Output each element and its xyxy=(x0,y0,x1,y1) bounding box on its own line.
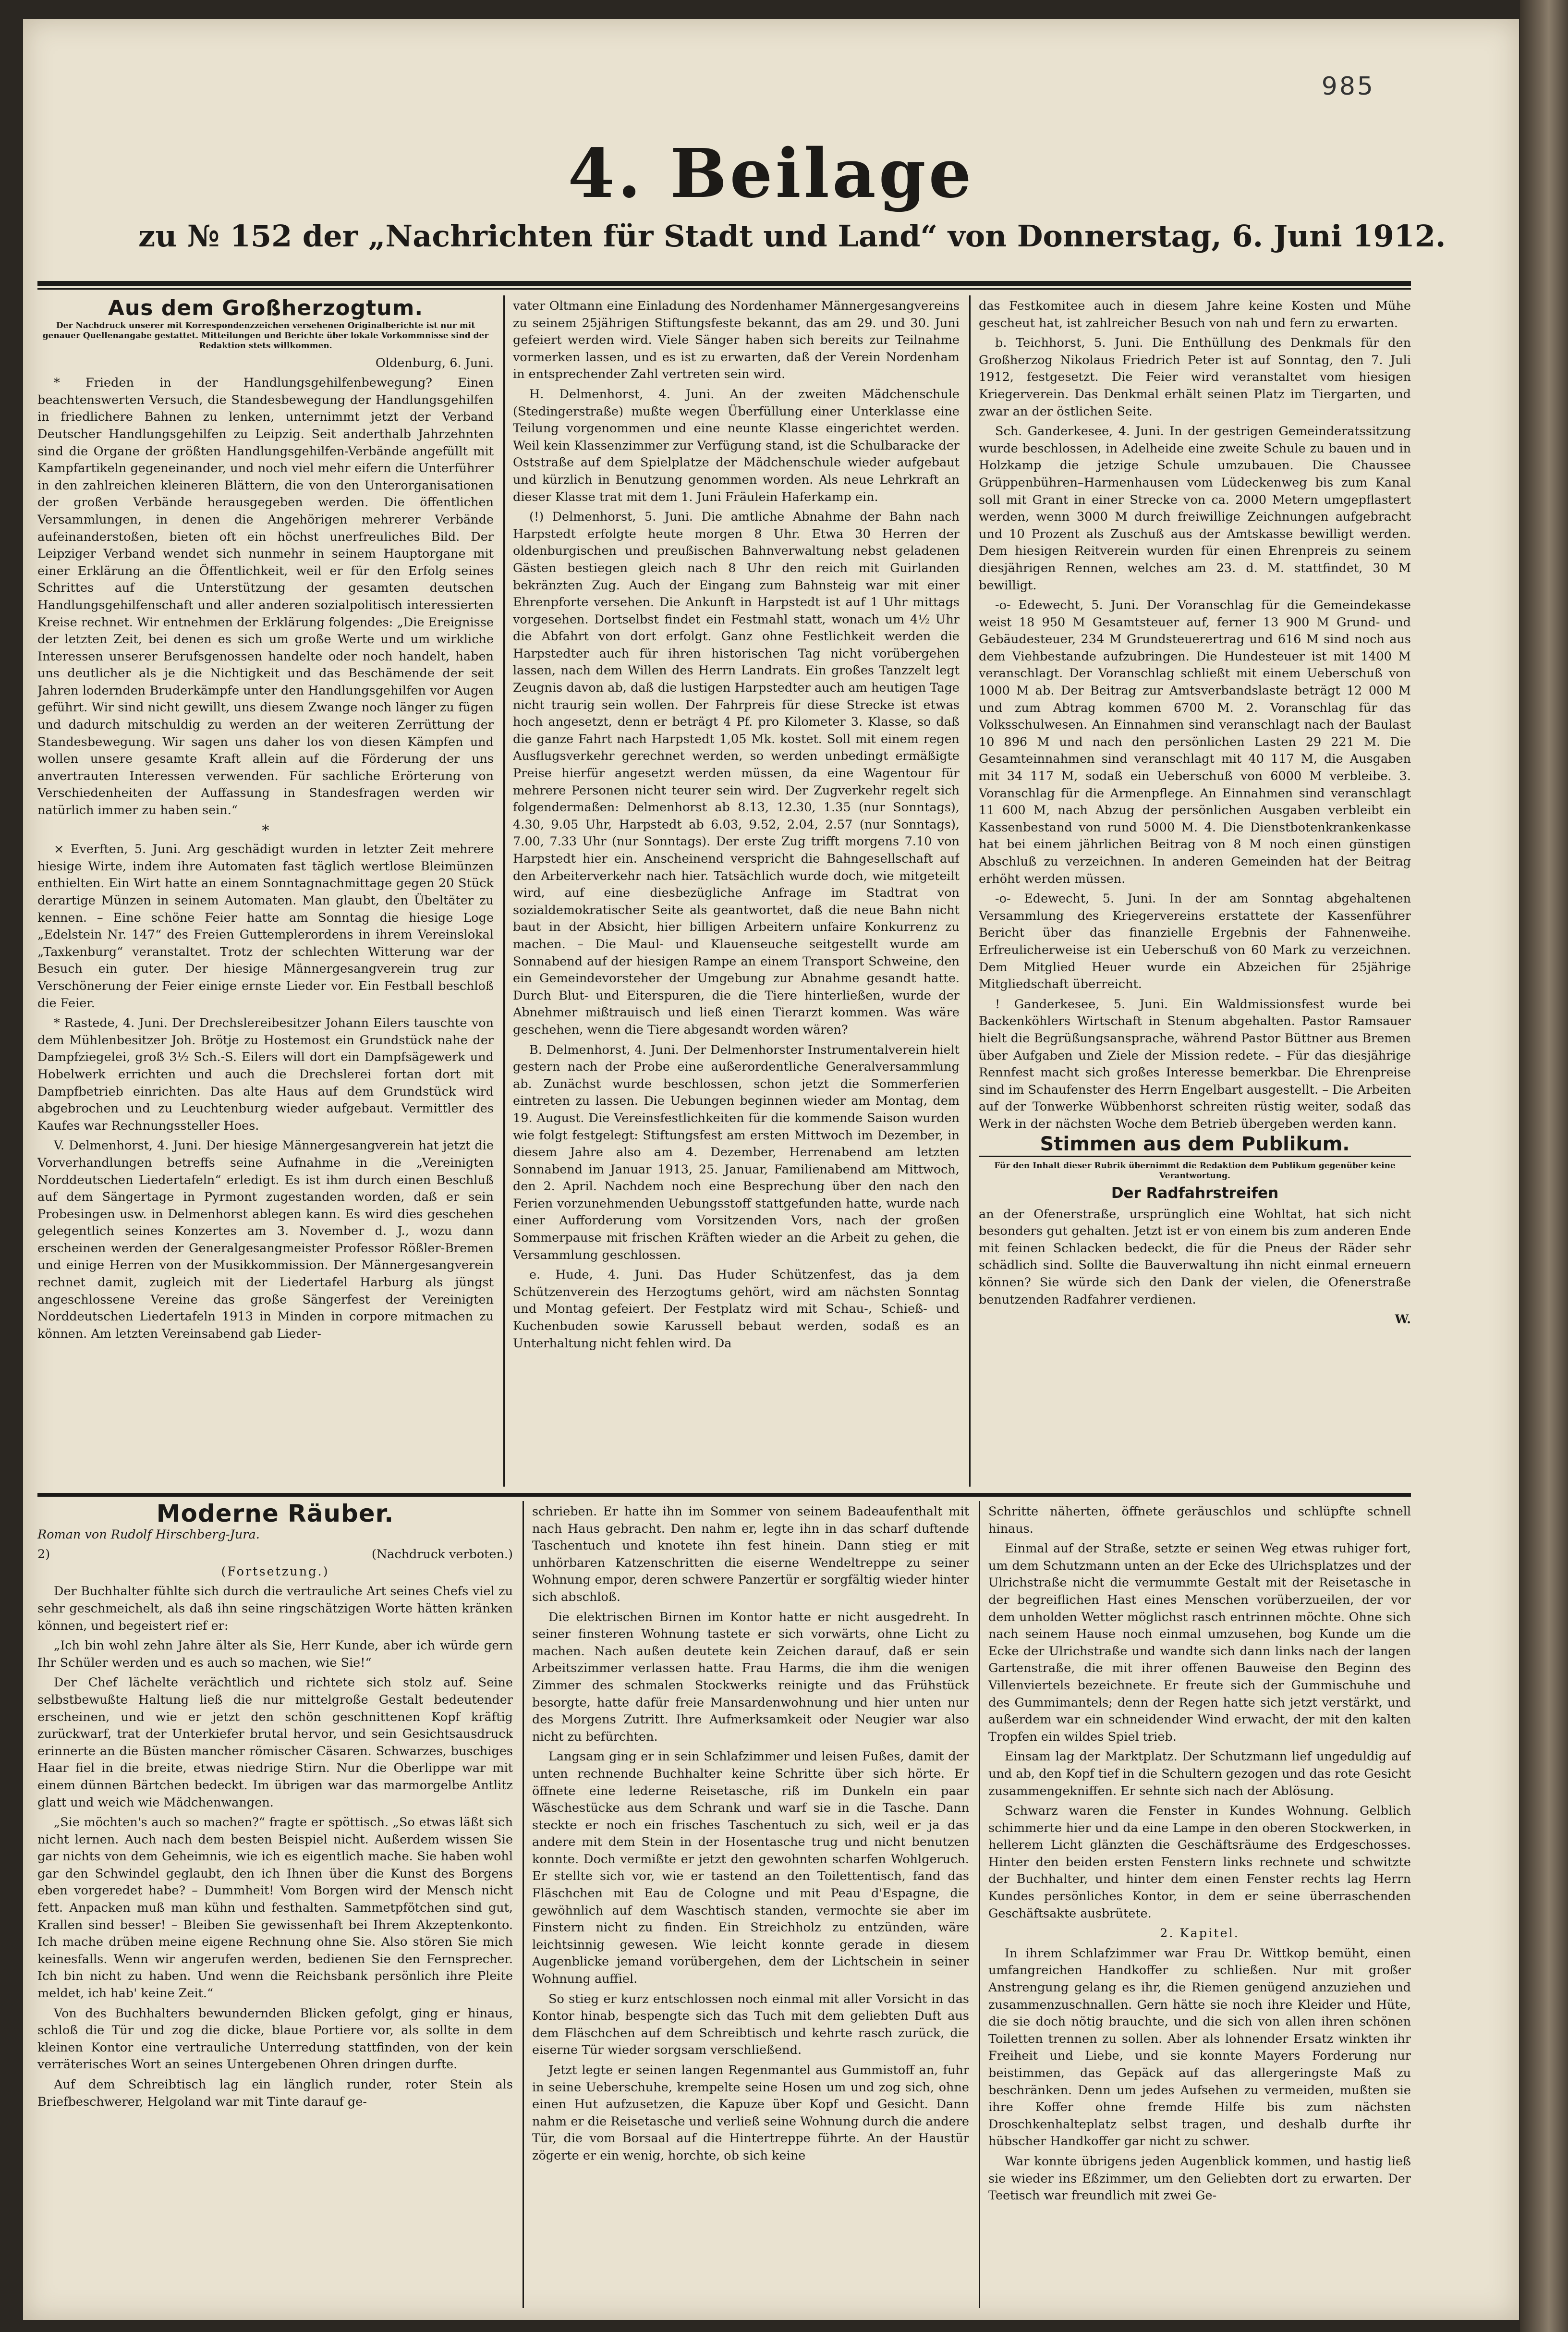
news-column-2 xyxy=(513,298,960,1484)
news-item: H. Delmenhorst, 4. Juni. An der zweiten Mädchenschule (Stedingerstraße) mußte wegen Überfüllung einer Unterklasse eine Teilung vorgenommen und eine neunte Klasse eingerichtet werden. Weil kein Klassenzimmer zur Verfügung stand, ist die Schulbaracke der Oststraße auf dem Spielplatze der Mädchenschule wieder aufgebaut und kürzlich in Benutzung genommen worden. Als neue Lehrkraft an dieser Klasse trat mit dem 1. Juni Fräulein Haferkamp ein. xyxy=(513,387,960,504)
news-item: b. Teichhorst, 5. Juni. Die Enthüllung des Denkmals für den Großherzog Nikolaus Friedrich Peter ist auf Sonntag, den 7. Juli 1912, festgesetzt. Die Feier wird veranstaltet vom hiesigen Kriegerverein. Das Denkmal erhält seinen Platz im Tiergarten, und zwar an der östlichen Seite. xyxy=(979,336,1411,419)
story-paragraph: Einsam lag der Marktplatz. Der Schutzmann lief ungeduldig auf und ab, den Kopf tief in die Schultern gezogen und das rote Gesicht zusammengekniffen. Er sehnte sich nach der Ablösung. xyxy=(988,1749,1411,1798)
page-number: 985 xyxy=(1321,72,1375,101)
public-voices-disclaimer: Für den Inhalt dieser Rubrik übernimmt die Redaktion dem Publikum gegenüber keine Verantwortung. xyxy=(994,1161,1396,1181)
book-binding-edge xyxy=(1520,0,1568,2332)
story-paragraph: War konnte übrigens jeden Augenblick kommen, und hastig ließ sie wieder ins Eßzimmer, um den Geliebten dort zu erwarten. Der Teetisch war freundlich mit zwei Ge- xyxy=(988,2154,1411,2203)
news-item: * Frieden in der Handlungsgehilfenbewegung? Einen beachtenswerten Versuch, die Standesbewegung der Handlungsgehilfen in friedlichere Bahnen zu lenken, unternimmt jetzt der Verband Deutscher Handlungsgehilfen zu Leipzig. Seit anderthalb Jahrzehnten sind die Organe der größten Handlungsgehilfen-Verbände angefüllt mit Kampfartikeln gegeneinander, und noch viel mehr eifern die Unterführer in den zahlreichen kleineren Blättern, die von den Unterorganisationen der großen Verbände herausgegeben werden. Die öffentlichen Versammlungen, in denen die Angehörigen mehrerer Verbände aufeinanderstoßen, bieten oft ein höchst unerfreuliches Bild. Der Leipziger Verband wendet sich nunmehr in seinem Hauptorgane mit einer Erklärung an die Öffentlichkeit, weil er für den Erfolg seines Schrittes auf die Unterstützung der gesamten deutschen Handlungsgehilfenschaft und aller anderen sozialpolitisch interessierten Kreise rechnet. Wir entnehmen der Erklärung folgendes: „Die Ereignisse der letzten Zeit, bei denen es sich um große Werte und um wirkliche Interessen unserer Berufsgenossen handelte oder noch handelt, haben uns deutlicher als je die Nichtigkeit und das Beschämende der seit Jahren lodernden Bruderkämpfe unter den Handlungsgehilfen vor Augen geführt. Wir sind nicht gewillt, uns diesem Zwange noch länger zu fügen und dadurch mitschuldig zu werden an der weiteren Zerrüttung der Standesbewegung. Wir sagen uns daher los von diesen Kämpfen und wollen unsere gesamte Kraft allein auf die Förderung der uns anvertrauten Interessen verwenden. Für sachliche Erörterung von Verschiedenheiten der Auffassung in Standesfragen werden wir natürlich immer zu haben sein.“ xyxy=(37,376,494,818)
news-item: das Festkomitee auch in diesem Jahre keine Kosten und Mühe gescheut hat, ist zahlreicher Besuch von nah und fern zu erwarten. xyxy=(979,299,1411,330)
reprint-notice: Der Nachdruck unserer mit Korrespondenzzeichen versehenen Originalberichte ist nur mit genauer Quellenangabe gestattet. Mitteilungen und Berichte über lokale Vorkommnisse sind der Redaktion stets willkommen. xyxy=(42,320,489,351)
copyright-note: (Nachdruck verboten.) xyxy=(371,1547,513,1562)
column-divider xyxy=(503,295,505,1487)
header-rule xyxy=(37,281,1411,286)
story-paragraph: So stieg er kurz entschlossen noch einmal mit aller Vorsicht in das Kontor hinab, bespengte sich das Tuch mit dem geliebten Duft aus dem Fläschchen auf dem Schreibtisch und kehrte rasch zurück, die eiserne Tür wieder sorgsam verschließend. xyxy=(532,1991,969,2058)
news-item: ! Ganderkesee, 5. Juni. Ein Waldmissionsfest wurde bei Backenköhlers Wirtschaft in Stenum abgehalten. Pastor Ramsauer hielt die Begrüßungsansprache, während Pastor Büttner aus Bremen über Aufgaben und Ziele der Mission redete. – Für das diesjährige Rennfest macht sich großes Interesse bemerkbar. Die Ehrenpreise sind im Schaufenster des Herrn Engelbart ausgestellt. – Die Arbeiten auf der Tonwerke Wübbenhorst schreiten rüstig weiter, sodaß das Werk in der nächsten Woche dem Betrieb übergeben werden kann. xyxy=(979,997,1411,1131)
news-item: vater Oltmann eine Einladung des Nordenhamer Männergesangvereins zu seinem 25jährigen Stiftungsfeste bekannt, das am 29. und 30. Juni gefeiert werden wird. Viele Sänger haben sich bereits zur Teilnahme vormerken lassen, und es ist zu erwarten, daß der Verein Nordenham in entsprechender Zahl vertreten sein wird. xyxy=(513,299,960,382)
column-divider xyxy=(523,1501,524,2308)
story-paragraph: Der Buchhalter fühlte sich durch die vertrauliche Art seines Chefs viel zu sehr geschmeichelt, als daß ihn seine ringschätzigen Worte hätten kränken können, und begeistert rief er: xyxy=(37,1584,513,1633)
story-paragraph: „Ich bin wohl zehn Jahre älter als Sie, Herr Kunde, aber ich würde gern Ihr Schüler werden und es auch so machen, wie Sie!“ xyxy=(37,1638,513,1670)
page-title: 4. Beilage xyxy=(568,134,974,213)
column-divider xyxy=(969,295,971,1487)
story-paragraph: Jetzt legte er seinen langen Regenmantel aus Gummistoff an, fuhr in seine Ueberschuhe, krempelte seine Hosen um und zog sich, ohne einen Hut aufzusetzen, die Kapuze über Kopf und Gesicht. Dann nahm er die Reisetasche und verließ seine Wohnung durch die andere Tür, die vom Borsaal auf die Hintertreppe führte. An der Haustür zögerte er ein wenig, horchte, ob sich keine xyxy=(532,2063,969,2163)
story-column-2 xyxy=(532,1503,969,2310)
separator: * xyxy=(262,822,269,839)
news-item: -o- Edewecht, 5. Juni. In der am Sonntag abgehaltenen Versammlung des Kriegervereins erstattete der Kassenführer Bericht über das finanzielle Ergebnis der Fahnenweihe. Erfreulicherweise ist ein Ueberschuß von 60 Mark zu verzeichnen. Dem Mitglied Heuer wurde ein Abzeichen für 25jährige Mitgliedschaft überreicht. xyxy=(979,891,1411,992)
news-item: × Everften, 5. Juni. Arg geschädigt wurden in letzter Zeit mehrere hiesige Wirte, indem ihre Automaten fast täglich wertlose Bleimünzen enthielten. Ein Wirt hatte an einem Sonntagnachmittage gegen 20 Stück derartige Münzen in seinem Automaten. Man glaubt, den Übeltäter zu kennen. – Eine schöne Feier hatte am Sonntag die hiesige Loge „Edelstein Nr. 147“ des Freien Guttemplerordens in ihrem Vereinslokal „Taxkenburg“ veranstaltet. Trotz der schlechten Witterung war der Besuch ein guter. Der hiesige Männergesangverein trug zur Verschönerung der Feier einige ernste Lieder vor. Ein Festball beschloß die Feier. xyxy=(37,842,494,1011)
story-meta xyxy=(37,1546,513,1563)
story-author: Roman von Rudolf Hirschberg-Jura. xyxy=(37,1527,260,1542)
story-paragraph: Schwarz waren die Fenster in Kundes Wohnung. Gelblich schimmerte hier und da eine Lampe in den oberen Stockwerken, in hellerem Licht glänzten die Geschäftsräume des Erdgeschosses. Hinter den beiden ersten Fenstern links rechnete und schwitzte der Buchhalter, und hinter dem einen Fenster rechts lag Herrn Kundes persönliches Kontor, in dem er seine überraschenden Geschäftsakte ausbrütete. xyxy=(988,1804,1411,1921)
story-paragraph: Der Chef lächelte verächtlich und richtete sich stolz auf. Seine selbstbewußte Haltung ließ die nur mittelgroße Gestalt bedeutender erscheinen, und wie er jetzt den schön geschnittenen Kopf kräftig zurückwarf, trat der Unterkiefer brutal hervor, und sein Gesichtsausdruck erinnerte an die Büsten mancher römischer Cäsaren. Schwarzes, buschiges Haar fiel in die breite, etwas niedrige Stirn. Nur die Oberlippe war mit einem dünnen Bärtchen bedeckt. Im übrigen war das marmorgelbe Antlitz glatt und weich wie Mädchenwangen. xyxy=(37,1675,513,1810)
letter-signature: W. xyxy=(1395,1312,1411,1327)
news-item: * Rastede, 4. Juni. Der Drechslereibesitzer Johann Eilers tauschte von dem Mühlenbesitzer Joh. Brötje zu Hostemost ein Grundstück nahe der Dampfziegelei, groß 3½ Sch.-S. Eilers will dort ein Dampfsägewerk und Hobelwerk errichten und auch die Drechslerei fortan dort mit Dampfbetrieb einrichten. Das alte Haus auf dem Grundstück wird abgebrochen und zu Leuchtenburg wieder aufgebaut. Vermittler des Kaufes war Rechnungssteller Hoes. xyxy=(37,1016,494,1133)
news-item: (!) Delmenhorst, 5. Juni. Die amtliche Abnahme der Bahn nach Harpstedt erfolgte heute morgen 8 Uhr. Etwa 30 Herren der oldenburgischen und preußischen Bahnverwaltung nebst geladenen Gästen bestiegen gleich nach 8 Uhr den reich mit Guirlanden bekränzten Zug. Auch der Eingang zum Bahnsteig war mit einer Ehrenpforte versehen. Die Ankunft in Harpstedt ist auf 1 Uhr mittags vorgesehen. Dortselbst findet ein Festmahl statt, wonach um 4½ Uhr die Abfahrt von dort erfolgt. Ganz ohne Festlichkeit werden die Harpstedter auch für ihren historischen Tag nicht vorübergehen lassen, nach dem Willen des Herrn Landrats. Ein großes Tanzzelt legt Zeugnis davon ab, daß die lustigen Harpstedter auch am heutigen Tage nicht traurig sein wollen. Der Fahrpreis für diese Strecke ist etwas hoch angesetzt, denn er beträgt 4 Pf. pro Kilometer 3. Klasse, so daß die ganze Fahrt nach Harpstedt 1,05 Mk. kostet. Soll mit einem regen Ausflugsverkehr gerechnet werden, so werden unbedingt ermäßigte Preise hierfür angesetzt werden müssen, da eine Wagentour für mehrere Personen nicht teurer sein wird. Der Zugverkehr regelt sich folgendermaßen: Delmenhorst ab 8.13, 12.30, 1.35 (nur Sonntags), 4.30, 9.05 Uhr, Harpstedt ab 6.03, 9.52, 2.04, 2.57 (nur Sonntags), 7.00, 7.33 Uhr (nur Sonntags). Der erste Zug trifft morgens 7.10 von Harpstedt hier ein. Anscheinend verspricht die Bahngesellschaft auf den Arbeiterverkehr nach hier. Tatsächlich wurde doch, wie mitgeteilt wird, auf eine diesbezügliche Anfrage im Stadtrat von sozialdemokratischer Seite als geantwortet, daß die neue Bahn nicht baut in der Absicht, hier billigen Arbeitern unfaire Konkurrenz zu machen. – Die Maul- und Klauenseuche seitgestellt wurde am Sonnabend auf der hiesigen Rampe an einem Transport Schweine, den ein Gemeindevorsteher der Umgebung zur Abnahme gesandt hatte. Durch Blut- und Eiterspuren, die die Tiere hinterließen, wurde der Abnehmer mißtrauisch und ließ einen Tierarzt kommen. Was wäre geschehen, wenn die Tiere abgesandt worden wären? xyxy=(513,510,960,1037)
feuilleton-rule xyxy=(37,1493,1411,1497)
story-column-3 xyxy=(988,1503,1411,2310)
story-paragraph: Schritte näherten, öffnete geräuschlos und schlüpfte schnell hinaus. xyxy=(988,1504,1411,1536)
news-column-3 xyxy=(979,298,1411,1484)
story-paragraph: Auf dem Schreibtisch lag ein länglich runder, roter Stein als Briefbeschwerer, Helgoland war mit Tinte darauf ge- xyxy=(37,2077,513,2109)
letter-title: Der Radfahrstreifen xyxy=(1111,1184,1279,1202)
news-item: e. Hude, 4. Juni. Das Huder Schützenfest, das ja dem Schützenverein des Herzogtums gehört, wird am nächsten Sonntag und Montag gefeiert. Der Festplatz wird mit Schau-, Schieß- und Kuchenbuden sowie Karussell bebaut werden, sodaß es an Unterhaltung nicht fehlen wird. Da xyxy=(513,1268,960,1351)
column-divider xyxy=(979,1501,980,2308)
story-paragraph: Einmal auf der Straße, setzte er seinen Weg etwas ruhiger fort, um dem Schutzmann unten an der Ecke des Ulrichsplatzes und der Ulrichstraße nicht die vermummte Gestalt mit der Reisetasche in der begreiflichen Hast eines Menschen vorüberzueilen, der vor dem unholden Wetter möglichst rasch entrinnen möchte. Ohne sich nach seinem Hause noch einmal umzusehen, bog Kunde um die Ecke der Ulrichstraße und wandte sich dann links nach der langen Gartenstraße, die mit ihrer offenen Bauweise den Beginn des Villenviertels bezeichnete. Er freute sich der Gummischuhe und des Gummimantels; denn der Regen hatte sich jetzt verstärkt, und außerdem war ein schneidender Wind erwacht, der mit den kalten Tropfen ein wildes Spiel trieb. xyxy=(988,1541,1411,1744)
story-paragraph: Von des Buchhalters bewundernden Blicken gefolgt, ging er hinaus, schloß die Tür und zog die dicke, blaue Portiere vor, als sollte in dem kleinen Kontor eine vertrauliche Unterredung stattfinden, von der kein verräterisches Wort an seines Untergebenen Ohren dringen durfte. xyxy=(37,2006,513,2072)
news-column-1 xyxy=(37,298,494,1484)
story-paragraph: „Sie möchten's auch so machen?“ fragte er spöttisch. „So etwas läßt sich nicht lernen. Auch nach dem besten Beispiel nicht. Außerdem wissen Sie gar nichts von dem Geheimnis, wie ich es eigentlich mache. Sie haben wohl gar den Schwindel geglaubt, den ich Ihnen über die Kunst des Borgens eben vorgeredet habe? – Dummheit! Vom Borgen wird der Mensch nicht fett. Anpacken muß man kühn und festhalten. Sammetpfötchen sind gut, Krallen sind besser! – Bleiben Sie gewissenhaft bei Ihrem Akzeptenkonto. Ich mache drüben meine eigene Rechnung ohne Sie. Also stören Sie mich keinesfalls. Wenn wir angerufen werden, bedienen Sie den Fernsprecher. Ich bin nicht zu haben. Und wenn die Reichsbank persönlich ihre Pleite meldet, ich hab' keine Zeit.“ xyxy=(37,1815,513,2001)
news-item: B. Delmenhorst, 4. Juni. Der Delmenhorster Instrumentalverein hielt gestern nach der Probe eine außerordentliche Generalversammlung ab. Zunächst wurde beschlossen, schon jetzt die Sommerferien eintreten zu lassen. Die Uebungen beginnen wieder am Montag, dem 19. August. Die Vereinsfestlichkeiten für die kommende Saison wurden wie folgt festgelegt: Stiftungsfest am ersten Mittwoch im Dezember, in diesem Jahre also am 4. Dezember, Herrenabend am letzten Sonnabend im Januar 1913, 25. Januar, Familienabend am Mittwoch, den 2. April. Nachdem noch eine Besprechung über den nach den Ferien vorzunehmenden Uebungsstoff stattgefunden hatte, wurde nach einer Aufforderung vom Vorsitzenden Vors, nach der großen Sommerpause mit frischen Kräften wieder an die Arbeit zu gehen, die Versammlung geschlossen. xyxy=(513,1042,960,1262)
story-paragraph: Langsam ging er in sein Schlafzimmer und leisen Fußes, damit der unten rechnende Buchhalter keine Schritte über sich hörte. Er öffnete eine lederne Reisetasche, riß im Dunkeln ein paar Wäschestücke aus dem Schrank und warf sie in die Tasche. Dann steckte er noch ein frisches Taschentuch zu sich, weil er ja das andere mit dem Stein in der Hosentasche trug und nicht benutzen konnte. Doch vermißte er jetzt den gewohnten scharfen Wohlgeruch. Er stellte sich vor, wie er tastend an den Toilettentisch, fand das Fläschchen mit Eau de Cologne und mit Peau d'Espagne, die gewöhnlich auf dem Waschtisch standen, vermochte sie aber im Finstern nicht zu finden. Ein Streichholz zu entzünden, wäre leichtsinnig gewesen. Wie leicht konnte gerade in diesem Augenblicke jemand vorübergehen, dem der Lichtschein in seiner Wohnung auffiel. xyxy=(532,1749,969,1987)
page-subtitle: zu № 152 der „Nachrichten für Stadt und Land“ von Donnerstag, 6. Juni 1912. xyxy=(138,219,1446,254)
public-voices-headline: Stimmen aus dem Publikum. xyxy=(979,1136,1411,1158)
story-paragraph: In ihrem Schlafzimmer war Frau Dr. Wittkop bemüht, einen umfangreichen Handkoffer zu schließen. Nur mit großer Anstrengung gelang es ihr, die Riemen genügend anzuziehen und zusammenzuschnallen. Gern hätte sie noch ihre Kleider und Hüte, die sie doch nötig brauchte, und die sich von allen ihren schönen Toiletten trennen zu sollen. Aber als lohnender Ersatz winkten ihr Freiheit und Liebe, und sie konnte Mayers Forderung nur beistimmen, das Gepäck auf das allergeringste Maß zu beschränken. Denn um jedes Aufsehen zu vermeiden, mußten sie ihre Koffer ohne fremde Hilfe bis zum nächsten Droschkenhalteplatz selbst tragen, und deshalb durfte ihr hübscher Handkoffer gar nicht zu schwer. xyxy=(988,1946,1411,2149)
continuation-note: (Fortsetzung.) xyxy=(221,1564,329,1579)
news-item: -o- Edewecht, 5. Juni. Der Voranschlag für die Gemeindekasse weist 18 950 M Gesamtsteuer auf, ferner 13 900 M Grund- und Gebäudesteuer, 234 M Grundsteuerertrag und 616 M sind noch aus dem Viehbestande aufzubringen. Die Hundesteuer ist mit 1400 M veranschlagt. Der Voranschlag schließt mit einem Ueberschuß von 1000 M ab. Der Beitrag zur Amtsverbandslaste beträgt 12 000 M und zum Abtrag kommen 6700 M. 2. Voranschlag für das Volksschulwesen. An Einnahmen sind veranschlagt nach der Baulast 10 896 M und nach den persönlichen Lasten 29 221 M. Die Gesamteinnahmen sind veranschlagt mit 40 117 M, die Ausgaben mit 34 117 M, sodaß ein Ueberschuß von 6000 M verbleibe. 3. Voranschlag für die Armenpflege. An Einnahmen sind veranschlagt 11 600 M, nach Abzug der persönlichen Ausgaben verbleibt ein Kassenbestand von rund 5000 M. 4. Die Dienstbotenkrankenkasse hat bei einem jährlichen Beitrag von 8 M noch einen günstigen Abschluß zu verzeichnen. In anderen Gemeinden hat der Beitrag erhöht werden müssen. xyxy=(979,598,1411,886)
news-item: V. Delmenhorst, 4. Juni. Der hiesige Männergesangverein hat jetzt die Vorverhandlungen betreffs seine Aufnahme in die „Vereinigten Norddeutschen Liedertafeln“ erledigt. Es ist ihm durch einen Beschluß auf dem Sängertage in Pyrmont zugestanden worden, daß er sein Probesingen usw. in Delmenhorst ablegen kann. Es wird dies geschehen gelegentlich seines Konzertes am 3. November d. J., wozu dann erscheinen werden der Generalgesangmeister Professor Rößler-Bremen und einige Herren von der Musikkommission. Der Männergesangverein rechnet damit, zugleich mit der Liedertafel Harburg als jüngst angeschlossene Vereine das große Sängerfest der Vereinigten Norddeutschen Liedertafeln 1913 in Minden in corpore mitmachen zu können. Am letzten Vereinsabend gab Lieder- xyxy=(37,1138,494,1341)
newspaper-page xyxy=(23,19,1519,2320)
letter-body: an der Ofenerstraße, ursprünglich eine Wohltat, hat sich nicht besonders gut gehalten. Jetzt ist er von einem bis zum anderen Ende mit feinen Schlacken bedeckt, die für die Pneus der Räder sehr schädlich sind. Sollte die Bauverwaltung ihn nicht einmal erneuern können? Sie würde sich den Dank der vielen, die Ofenerstraße benutzenden Radfahrer verdienen. xyxy=(979,1207,1411,1307)
dateline: Oldenburg, 6. Juni. xyxy=(375,355,494,370)
news-item: Sch. Ganderkesee, 4. Juni. In der gestrigen Gemeinderatssitzung wurde beschlossen, in Adelheide eine zweite Schule zu bauen und in Holzkamp die jetzige Schule umzubauen. Die Chaussee Grüppenbühren–Harmenhausen vom Lüdeckenweg bis zum Kanal soll mit Grant in einer Strecke von ca. 2000 Metern umgepflastert werden, wenn 3000 M durch freiwillige Zeichnungen aufgebracht und 10 Prozent als Zuschuß aus der Amtskasse bewilligt werden. Dem hiesigen Reitverein wurden für einen Ehrenpreis zu seinem diesjährigen Rennen, welches am 23. d. M. stattfindet, 30 M bewilligt. xyxy=(979,424,1411,593)
story-column-1 xyxy=(37,1503,513,2310)
chapter-heading: 2. Kapitel. xyxy=(1160,1926,1240,1941)
installment-number: 2) xyxy=(37,1547,50,1562)
story-paragraph: Die elektrischen Birnen im Kontor hatte er nicht ausgedreht. In seiner finsteren Wohnung tastete er sich vorwärts, ohne Licht zu machen. Nach außen deutete kein Zeichen darauf, daß er sein Arbeitszimmer verlassen hatte. Frau Harms, die ihm die wenigen Zimmer des schmalen Stockwerks reinigte und das Frühstück besorgte, hatte dafür freie Mansardenwohnung und hier unten nur des Morgens Zutritt. Ihre Aufmerksamkeit oder Neugier war also nicht zu befürchten. xyxy=(532,1610,969,1744)
header-rule-thin xyxy=(37,288,1411,290)
story-headline: Moderne Räuber. xyxy=(156,1503,394,1527)
story-paragraph: schrieben. Er hatte ihn im Sommer von seinem Badeaufenthalt mit nach Haus gebracht. Den nahm er, legte ihn in das scharf duftende Taschentuch und knotete ihn fest hinein. Dann stieg er mit unhörbaren Katzenschritten die eiserne Wendeltreppe zu seiner Wohnung empor, deren schwere Panzertür er sorgfältig wieder hinter sich abschloß. xyxy=(532,1504,969,1604)
section-headline: Aus dem Großherzogtum. xyxy=(108,298,424,320)
